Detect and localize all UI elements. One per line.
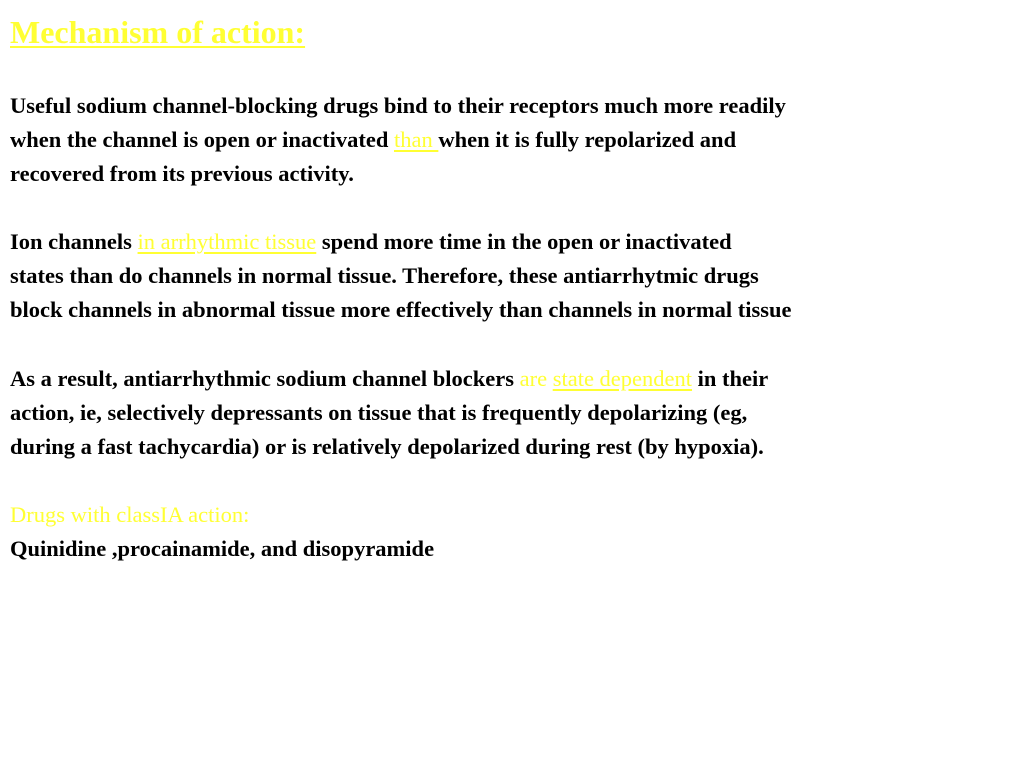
paragraph-line: during a fast tachycardia) or is relatively depolarized during rest (by hypoxia).	[10, 434, 764, 459]
paragraph-line: action, ie, selectively depressants on tissue that is frequently depolarizing (eg,	[10, 400, 748, 425]
paragraph-line: states than do channels in normal tissue. Therefore, these antiarrhytmic drugs	[10, 263, 759, 288]
paragraph-sodium-channel-binding	[10, 89, 1010, 191]
text-segment: in their	[692, 366, 769, 391]
page-title: Mechanism of action:	[10, 14, 306, 50]
highlight-are: are	[519, 366, 548, 391]
paragraph-line: Useful sodium channel-blocking drugs bind to their receptors much more readily	[10, 93, 786, 118]
text-segment: Ion channels	[10, 229, 138, 254]
drugs-heading: Drugs with classIA action:	[10, 502, 250, 527]
paragraph-state-dependent	[10, 362, 1010, 464]
text-segment: spend more time in the open or inactivated	[316, 229, 732, 254]
paragraph-line	[10, 123, 1010, 157]
paragraph-line	[10, 362, 1010, 396]
text-segment: when it is fully repolarized and	[438, 127, 737, 152]
text-segment: when the channel is open or inactivated	[10, 127, 394, 152]
paragraph-line	[10, 225, 1010, 259]
highlight-arrhythmic-tissue: in arrhythmic tissue	[137, 229, 317, 254]
highlight-than: than	[393, 127, 439, 152]
drugs-section	[10, 498, 1010, 566]
highlight-state-dependent: state dependent	[552, 366, 693, 391]
paragraph-line: recovered from its previous activity.	[10, 161, 354, 186]
paragraph-line: block channels in abnormal tissue more effectively than channels in normal tissue	[10, 297, 792, 322]
drugs-list: Quinidine ,procainamide, and disopyramide	[10, 536, 435, 561]
paragraph-arrhythmic-tissue	[10, 225, 1010, 327]
text-segment: As a result, antiarrhythmic sodium channel blockers	[10, 366, 520, 391]
